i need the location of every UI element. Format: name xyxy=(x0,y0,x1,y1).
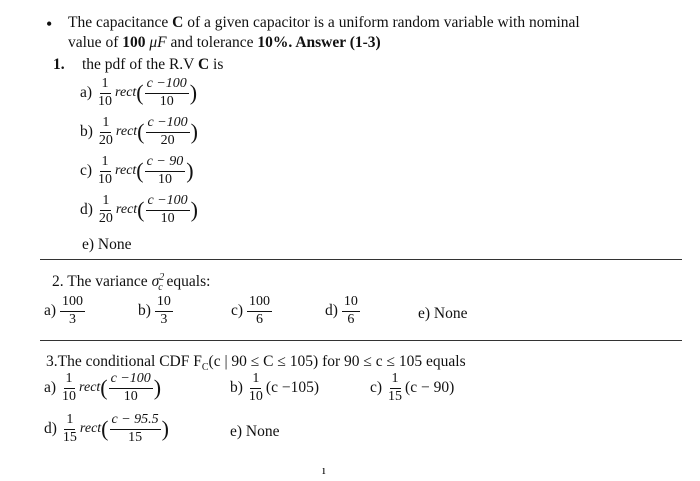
coef-fraction: $\frac{1}{10}$ xyxy=(62,371,77,404)
q2-option-d[interactable] xyxy=(325,295,361,327)
arg-fraction: $\frac{c -100}{10}$ xyxy=(110,371,151,404)
arg-fraction: $\frac{c - 95.5}{15}$ xyxy=(111,412,159,445)
coef-fraction: $\frac{1}{10}$ xyxy=(98,154,113,187)
option-label: a) xyxy=(44,302,57,320)
rect-func: rect xyxy=(115,163,137,179)
answer-fraction: $\frac{100}{3}$ xyxy=(62,294,84,327)
option-label: d) xyxy=(80,201,93,219)
rect-func: rect xyxy=(115,202,138,218)
q1-option-d[interactable]: d) $\frac{1}{20}$ rect( $\frac{c -100}{10}$ ) xyxy=(80,193,198,226)
option-label: b) xyxy=(80,123,93,141)
q1-option-c[interactable]: c) $\frac{1}{10}$ rect( $\frac{c - 90}{10}$ ) xyxy=(80,154,194,187)
footer-mark: ı xyxy=(322,462,326,477)
coef-fraction: $\frac{1}{10}$ xyxy=(248,371,263,404)
q2-stem-a: 2. The variance xyxy=(52,273,152,291)
q1-intro-line1 xyxy=(68,14,580,32)
expr: (c − 90) xyxy=(405,379,455,397)
arg-fraction: $\frac{c -100}{10}$ xyxy=(147,193,188,226)
option-label: b) xyxy=(230,379,243,397)
q1-intro-tol-label: and tolerance xyxy=(166,34,258,51)
coef-fraction: $\frac{1}{15}$ xyxy=(388,371,403,404)
q1-stem-a: the pdf of the R.V xyxy=(82,56,198,73)
coef-fraction: $\frac{1}{10}$ xyxy=(98,76,113,109)
coef-fraction: $\frac{1}{20}$ xyxy=(98,193,113,226)
q2-stem xyxy=(52,272,210,293)
q1-stem-b: is xyxy=(209,56,224,73)
q2-stem-b: equals: xyxy=(162,273,211,291)
option-label: a) xyxy=(44,379,57,397)
q1-intro-line2 xyxy=(68,34,381,52)
q1-option-a[interactable]: a) $\frac{1}{10}$ rect( $\frac{c -100}{10}$ ) xyxy=(80,76,198,109)
option-label: c) xyxy=(370,379,383,397)
q2-option-c[interactable] xyxy=(231,295,273,327)
q2-option-b[interactable] xyxy=(138,295,174,327)
option-label: d) xyxy=(325,302,338,320)
q1-intro-text-a: The capacitance xyxy=(68,14,173,31)
q1-stem-C: C xyxy=(197,56,210,73)
answer-fraction: $\frac{100}{6}$ xyxy=(249,294,271,327)
option-label: a) xyxy=(80,84,93,102)
arg-fraction: $\frac{c -100}{10}$ xyxy=(146,76,187,109)
q3-option-c[interactable] xyxy=(370,372,457,404)
coef-fraction: $\frac{1}{20}$ xyxy=(98,115,113,148)
sigma-symbol: $\sigma^2_c$ xyxy=(151,272,165,294)
q1-answer-range: Answer (1-3) xyxy=(292,34,381,51)
answer-fraction: $\frac{10}{3}$ xyxy=(156,294,171,327)
divider-2 xyxy=(40,340,682,341)
q3-stem-a: 3.The conditional CDF F xyxy=(46,353,202,370)
q1-stem xyxy=(82,56,223,74)
rect-func: rect xyxy=(115,85,137,101)
q3-option-e[interactable]: e) None xyxy=(230,423,280,440)
coef-fraction: $\frac{1}{15}$ xyxy=(62,412,77,445)
option-label: b) xyxy=(138,302,151,320)
q3-option-b[interactable] xyxy=(230,372,322,404)
option-label: c) xyxy=(231,302,244,320)
answer-fraction: $\frac{10}{6}$ xyxy=(343,294,358,327)
q2-option-e[interactable]: e) None xyxy=(418,305,468,322)
divider-1 xyxy=(40,259,682,260)
rect-func: rect xyxy=(79,421,102,437)
q1-intro-tol: 10%. xyxy=(257,34,293,51)
q1-intro-C: C xyxy=(172,14,184,31)
option-label: d) xyxy=(44,420,57,438)
q3-stem-rest: (c | 90 ≤ C ≤ 105) for 90 ≤ c ≤ 105 equals xyxy=(208,353,466,370)
q3-stem-sub: C xyxy=(201,362,209,374)
q1-option-e[interactable]: e) None xyxy=(82,236,132,253)
arg-fraction: $\frac{c - 90}{10}$ xyxy=(146,154,184,187)
option-label: c) xyxy=(80,162,93,180)
q1-number: 1. xyxy=(53,56,65,73)
q1-intro-unit: μF xyxy=(149,34,167,51)
q2-option-a[interactable] xyxy=(44,295,86,327)
q1-intro-text-b: of a given capacitor is a uniform random variable with nominal xyxy=(183,14,580,31)
expr: (c −105) xyxy=(265,379,319,397)
q1-bullet: • xyxy=(46,14,53,34)
rect-func: rect xyxy=(115,124,138,140)
q1-option-b[interactable]: b) $\frac{1}{20}$ rect( $\frac{c -100}{20}$ ) xyxy=(80,115,198,148)
q3-option-d[interactable]: d) $\frac{1}{15}$ rect( $\frac{c - 95.5}{15}$ ) xyxy=(44,412,169,445)
q3-option-a[interactable]: a) $\frac{1}{10}$ rect( $\frac{c -100}{10}$ ) xyxy=(44,371,162,404)
q1-intro-nominal: 100 xyxy=(122,34,146,51)
q1-intro-value-label: value of xyxy=(68,34,123,51)
arg-fraction: $\frac{c -100}{20}$ xyxy=(147,115,188,148)
rect-func: rect xyxy=(79,380,101,396)
